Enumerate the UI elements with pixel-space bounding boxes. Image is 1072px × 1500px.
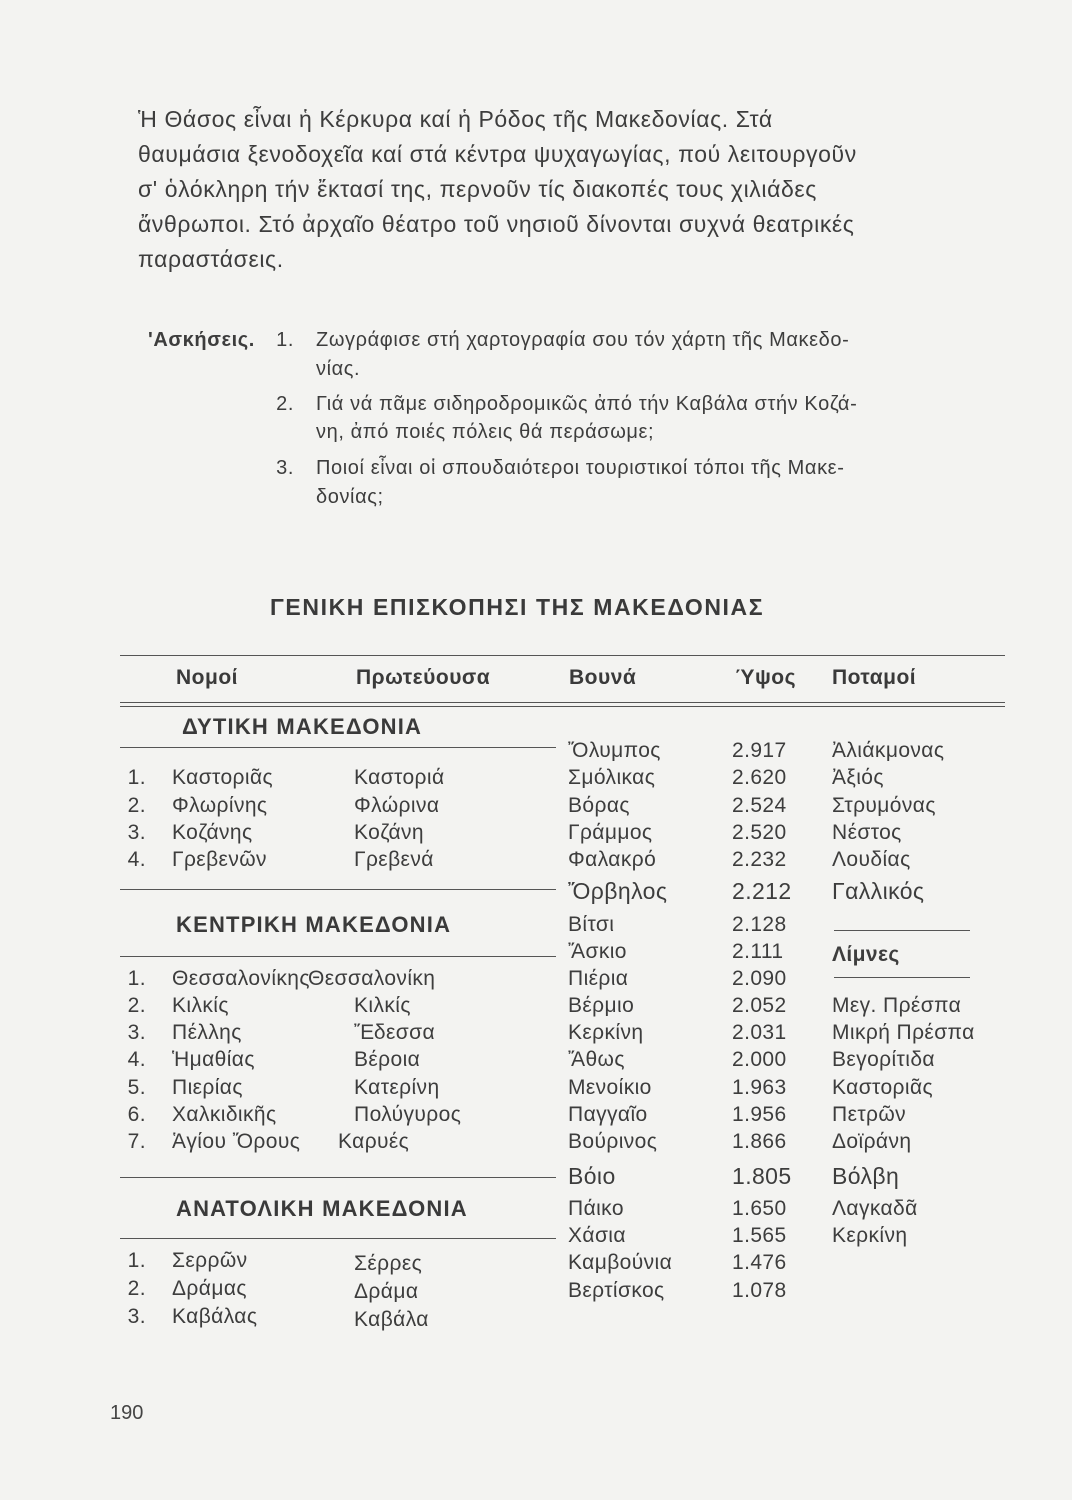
prefecture-cell: Σερρῶν — [172, 1249, 248, 1272]
mountain-cell: Ὄλυμπος — [568, 739, 661, 762]
prefecture-cell: Ἁγίου Ὄρους — [172, 1130, 301, 1153]
exercise-text: νη, ἀπό ποιές πόλεις θά περάσωμε; — [316, 421, 655, 443]
river-cell: Γαλλικός — [832, 878, 925, 904]
altitude-cell: 2.052 — [732, 994, 787, 1017]
capital-cell: Κιλκίς — [354, 994, 411, 1017]
capital-cell: Θεσσαλονίκη — [308, 967, 436, 990]
altitude-cell: 1.650 — [732, 1197, 787, 1220]
header-mountains: Βουνά — [569, 666, 637, 689]
capital-cell: Καρυές — [338, 1130, 410, 1153]
lake-cell: Μικρή Πρέσπα — [832, 1021, 975, 1044]
intro-line: ἄνθρωποι. Στό ἀρχαῖο θέατρο τοῦ νησιοῦ δίνονται συχνά θεατρικές — [138, 211, 855, 237]
row-number: 1. — [127, 766, 146, 789]
exercise-number: 2. — [276, 393, 294, 415]
intro-line: Ἡ Θάσος εἶναι ἡ Κέρκυρα καί ἡ Ρόδος τῆς Μακεδονίας. Στά — [138, 106, 773, 132]
lake-cell: Δοϊράνη — [832, 1130, 912, 1153]
altitude-cell: 2.232 — [732, 848, 787, 871]
prefecture-cell: Καβάλας — [172, 1305, 258, 1328]
mountain-cell: Βόιο — [568, 1163, 616, 1189]
row-number: 7. — [127, 1130, 146, 1153]
capital-cell: Κοζάνη — [354, 821, 425, 844]
capital-cell: Ἔδεσσα — [354, 1021, 435, 1044]
lake-cell: Λαγκαδᾶ — [832, 1197, 918, 1220]
lake-cell: Βεγορίτιδα — [832, 1048, 935, 1071]
exercise-number: 1. — [276, 329, 294, 351]
row-number: 2. — [127, 794, 146, 817]
altitude-cell: 1.956 — [732, 1103, 787, 1126]
river-cell: Λουδίας — [832, 848, 911, 871]
row-number: 2. — [127, 994, 146, 1017]
mountain-cell: Ἄσκιο — [568, 940, 627, 963]
row-number: 1. — [127, 1249, 146, 1272]
mountain-cell: Γράμμος — [568, 821, 653, 844]
region-east-heading: ΑΝΑΤΟΛΙΚΗ ΜΑΚΕΔΟΝΙΑ — [176, 1196, 468, 1221]
river-cell: Νέστος — [832, 821, 902, 844]
lake-cell: Κερκίνη — [832, 1224, 908, 1247]
altitude-cell: 1.963 — [732, 1076, 787, 1099]
altitude-cell: 1.866 — [732, 1130, 787, 1153]
header-bottom-rule — [120, 702, 1005, 703]
altitude-cell: 1.805 — [732, 1163, 792, 1189]
header-altitude: Ύψος — [735, 666, 797, 689]
exercises-heading: 'Ασκήσεις. — [148, 329, 255, 351]
altitude-cell: 2.212 — [732, 878, 792, 904]
row-number: 5. — [127, 1076, 146, 1099]
lake-cell: Πετρῶν — [832, 1103, 907, 1126]
altitude-cell: 2.917 — [732, 739, 787, 762]
mountain-cell: Σμόλικας — [568, 766, 656, 789]
mountain-cell: Καμβούνια — [568, 1251, 673, 1274]
lake-cell: Καστοριᾶς — [832, 1076, 934, 1099]
lake-cell: Βόλβη — [832, 1163, 900, 1189]
altitude-cell: 2.031 — [732, 1021, 787, 1044]
mountain-cell: Παγγαῖο — [568, 1103, 648, 1126]
header-top-rule — [120, 655, 1005, 656]
prefecture-cell: Χαλκιδικῆς — [172, 1103, 277, 1126]
prefecture-cell: Κιλκίς — [172, 994, 229, 1017]
lakes-heading: Λίμνες — [832, 943, 900, 966]
exercise-text: Ποιοί εἶναι οἱ σπουδαιότεροι τουριστικοί τόποι τῆς Μακε- — [316, 457, 845, 479]
row-number: 4. — [127, 848, 146, 871]
prefecture-cell: Κοζάνης — [172, 821, 253, 844]
altitude-cell: 1.565 — [732, 1224, 787, 1247]
mountain-cell: Πάικο — [568, 1197, 624, 1220]
region-rule — [120, 956, 556, 957]
table-title: ΓΕΝΙΚΗ ΕΠΙΣΚΟΠΗΣΙ ΤΗΣ ΜΑΚΕΔΟΝΙΑΣ — [270, 594, 765, 620]
row-number: 3. — [127, 1021, 146, 1044]
capital-cell: Σέρρες — [354, 1252, 423, 1275]
mountain-cell: Ἄθως — [568, 1048, 625, 1071]
capital-cell: Καβάλα — [354, 1308, 429, 1331]
prefecture-cell: Καστοριᾶς — [172, 766, 274, 789]
row-number: 3. — [127, 1305, 146, 1328]
prefecture-cell: Πιερίας — [172, 1076, 243, 1099]
prefecture-cell: Ἡμαθίας — [172, 1048, 255, 1071]
mountain-cell: Βέρμιο — [568, 994, 635, 1017]
prefecture-cell: Πέλλης — [172, 1021, 242, 1044]
mountain-cell: Βούρινος — [568, 1130, 658, 1153]
altitude-cell: 2.620 — [732, 766, 787, 789]
capital-cell: Καστοριά — [354, 766, 445, 789]
prefecture-cell: Θεσσαλονίκης — [172, 967, 310, 990]
mountain-cell: Κερκίνη — [568, 1021, 644, 1044]
row-number: 6. — [127, 1103, 146, 1126]
mountain-cell: Φαλακρό — [568, 848, 657, 871]
prefecture-cell: Δράμας — [172, 1277, 247, 1300]
exercise-text: δονίας; — [316, 486, 384, 508]
capital-cell: Βέροια — [354, 1048, 421, 1071]
capital-cell: Φλώρινα — [354, 794, 440, 817]
region-west-heading: ΔΥΤΙΚΗ ΜΑΚΕΔΟΝΙΑ — [182, 714, 423, 739]
exercise-text: Γιά νά πᾶμε σιδηροδρομικῶς ἀπό τήν Καβάλα στήν Κοζά- — [316, 393, 858, 415]
region-rule — [120, 1238, 556, 1239]
region-rule — [120, 889, 556, 890]
capital-cell: Πολύγυρος — [354, 1103, 462, 1126]
mountain-cell: Βίτσι — [568, 913, 615, 936]
river-cell: Ἀλιάκμονας — [832, 739, 945, 762]
altitude-cell: 2.128 — [732, 913, 787, 936]
lake-cell: Μεγ. Πρέσπα — [832, 994, 962, 1017]
lakes-rule — [834, 930, 970, 931]
header-prefectures: Νομοί — [176, 666, 239, 689]
altitude-cell: 1.476 — [732, 1251, 787, 1274]
exercise-number: 3. — [276, 457, 294, 479]
capital-cell: Κατερίνη — [354, 1076, 440, 1099]
altitude-cell: 2.111 — [732, 940, 784, 963]
mountain-cell: Πιέρια — [568, 967, 629, 990]
mountain-cell: Βόρας — [568, 794, 630, 817]
altitude-cell: 2.520 — [732, 821, 787, 844]
intro-line: παραστάσεις. — [138, 246, 284, 272]
row-number: 3. — [127, 821, 146, 844]
row-number: 4. — [127, 1048, 146, 1071]
prefecture-cell: Φλωρίνης — [172, 794, 268, 817]
intro-line: σ' ὁλόκληρη τήν ἔκτασί της, περνοῦν τίς διακοπές τους χιλιάδες — [138, 176, 817, 202]
header-rivers: Ποταμοί — [832, 666, 917, 689]
row-number: 2. — [127, 1277, 146, 1300]
header-capital: Πρωτεύουσα — [356, 666, 491, 689]
altitude-cell: 1.078 — [732, 1279, 787, 1302]
mountain-cell: Μενοίκιο — [568, 1076, 652, 1099]
lakes-rule — [834, 977, 970, 978]
mountain-cell: Ὄρβηλος — [568, 878, 668, 904]
region-central-heading: ΚΕΝΤΡΙΚΗ ΜΑΚΕΔΟΝΙΑ — [176, 912, 452, 937]
header-bottom-rule — [120, 706, 1005, 707]
prefecture-cell: Γρεβενῶν — [172, 848, 267, 871]
row-number: 1. — [127, 967, 146, 990]
region-rule — [120, 1177, 556, 1178]
mountain-cell: Βερτίσκος — [568, 1279, 665, 1302]
capital-cell: Δράμα — [354, 1280, 419, 1303]
exercise-text: νίας. — [316, 358, 361, 380]
altitude-cell: 2.000 — [732, 1048, 787, 1071]
exercise-text: Ζωγράφισε στή χαρτογραφία σου τόν χάρτη τῆς Μακεδο- — [316, 329, 850, 351]
altitude-cell: 2.090 — [732, 967, 787, 990]
page-number: 190 — [110, 1402, 144, 1424]
mountain-cell: Χάσια — [568, 1224, 626, 1247]
region-rule — [120, 747, 556, 748]
altitude-cell: 2.524 — [732, 794, 787, 817]
river-cell: Στρυμόνας — [832, 794, 936, 817]
capital-cell: Γρεβενά — [354, 848, 434, 871]
intro-line: θαυμάσια ξενοδοχεῖα καί στά κέντρα ψυχαγωγίας, πού λειτουργοῦν — [138, 141, 857, 167]
river-cell: Ἀξιός — [832, 766, 884, 789]
